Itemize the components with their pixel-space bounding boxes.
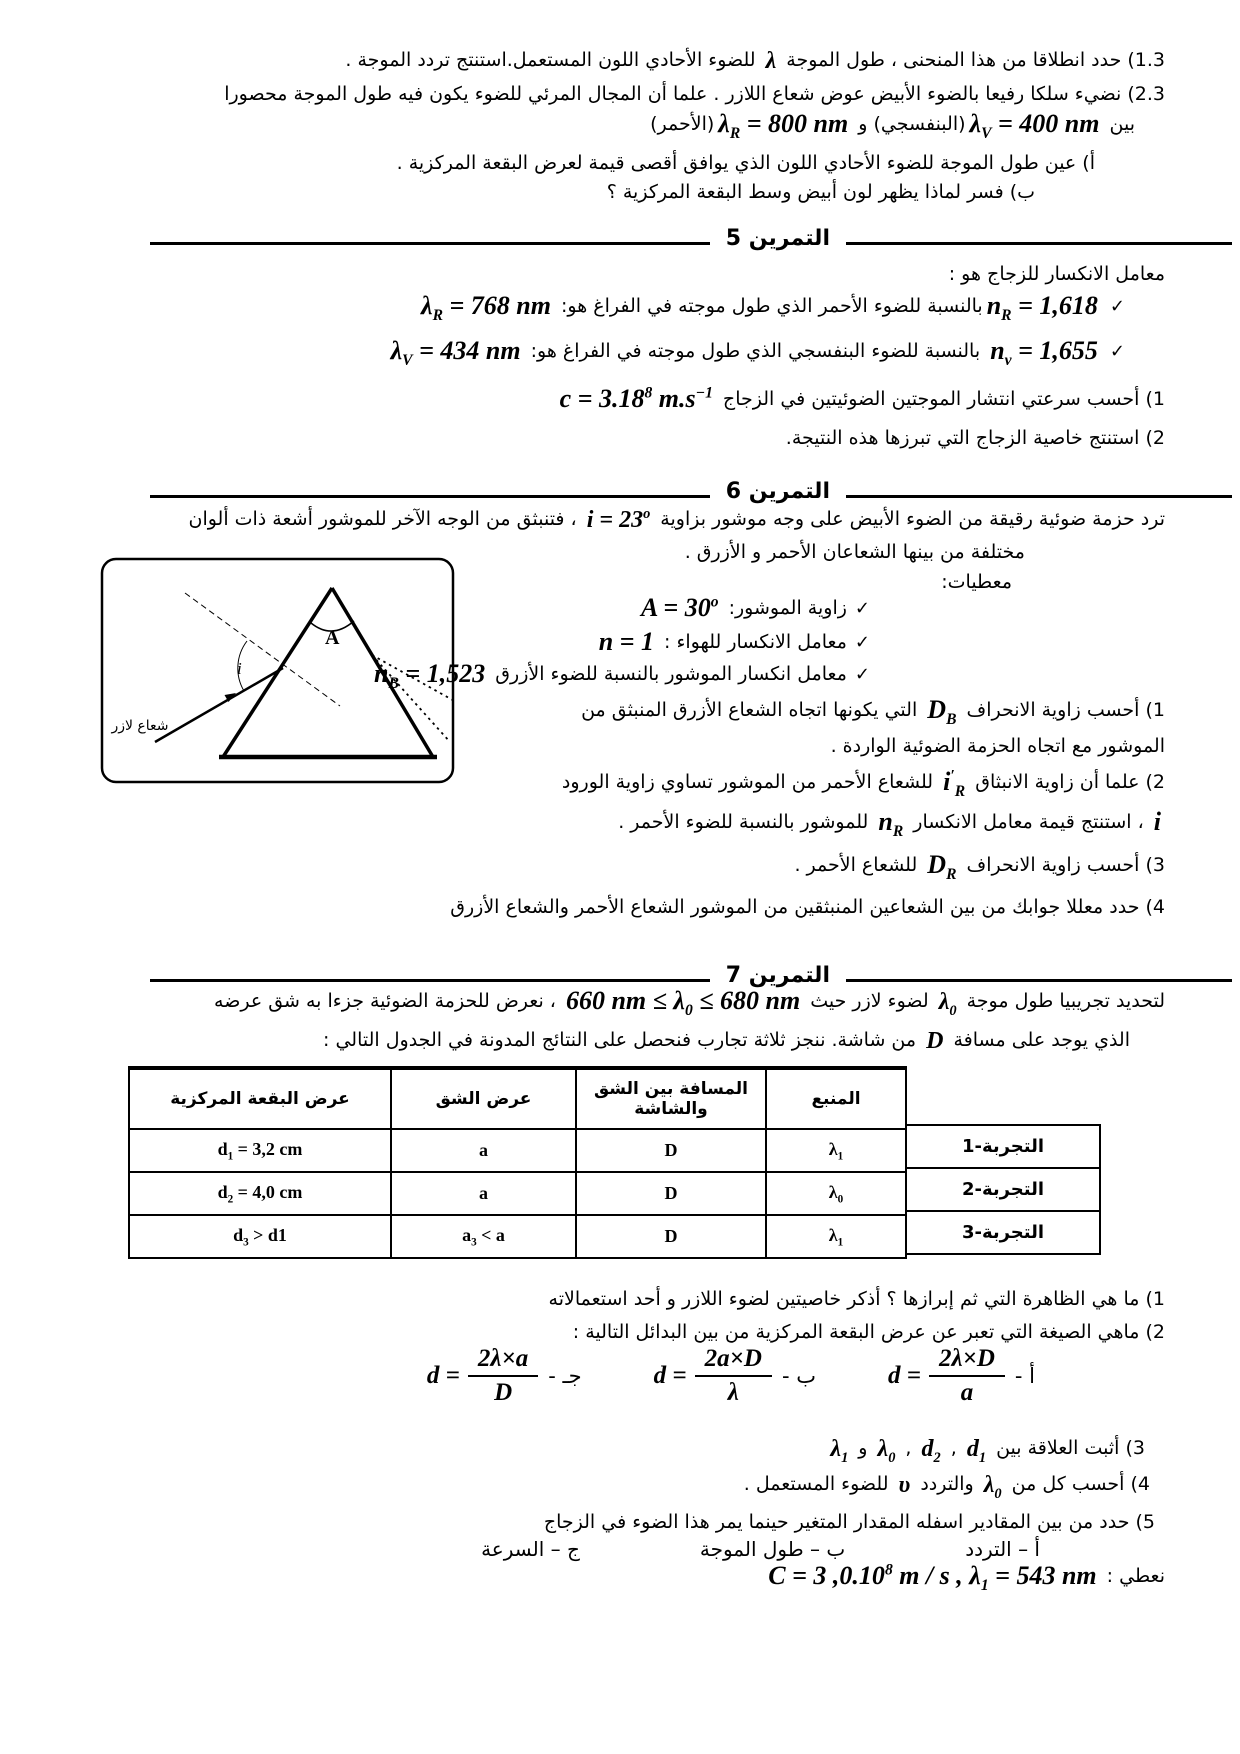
n-red-symbol-formula: $n_R$ <box>878 807 904 841</box>
ex5-question-1-text: 1) أحسب سرعتي انتشار الموجتين الضوئيتين في الزجاج <box>716 388 1165 410</box>
blue-index-formula: $n_B = 1,523$ <box>374 659 486 693</box>
cell-spot-1: $d_1 = 3,2$ cm <box>129 1129 391 1172</box>
lambda-formula: λ <box>765 48 777 74</box>
option-c-formula <box>427 1345 538 1407</box>
ex7-question-5 <box>55 1508 1155 1537</box>
ex6-question-1-post: التي يكونها اتجاه الشعاع الأزرق المنبثق من <box>581 699 924 721</box>
lambda-red-768-formula: $\lambda_R = 768$ nm <box>421 291 551 325</box>
ex6-question-2-pre: 2) علما أن زاوية الانبثاق <box>969 771 1165 793</box>
ex7-intro-post: ، نعرض للحزمة الضوئية جزءا به شق عرضه <box>214 990 562 1012</box>
ex6-question-1-cont-text: الموشور مع اتجاه الحزمة الضوئية الواردة . <box>830 735 1165 757</box>
option-b-fraction <box>695 1345 772 1407</box>
ex7-question-2-text: 2) ماهي الصيغة التي تعبر عن عرض البقعة المركزية من بين البدائل التالية : <box>572 1321 1165 1343</box>
separator: , <box>899 1437 918 1459</box>
ex6-question-2-cont <box>55 807 1165 841</box>
ex6-question-2-cont-post: للموشور بالنسبة للضوء الأحمر . <box>618 811 875 833</box>
cell-distance-3: D <box>576 1215 766 1258</box>
air-index-formula: n = 1 <box>598 627 654 656</box>
table-header-row <box>129 1068 906 1129</box>
option-a <box>888 1345 1035 1407</box>
range-pre-text: بين <box>1103 113 1135 135</box>
option-a-denominator: a <box>960 1379 974 1406</box>
lambda0-formula: $\lambda_0$ <box>877 1436 896 1466</box>
n-violet-formula: $n_v = 1,655$ <box>990 336 1098 370</box>
experiment-3-label: التجربة-3 <box>905 1210 1101 1255</box>
question-1-3 <box>55 46 1165 75</box>
lambda0-formula: $\lambda_0$ <box>983 1472 1002 1502</box>
question-1-3-text: 1.3) حدد انطلاقا من هذا المنحنى ، طول الموجة <box>780 49 1165 71</box>
question-2-3 <box>55 80 1165 109</box>
header-rule-right <box>846 979 1232 982</box>
ex7-question-3-pre: 3) أثبت العلاقة بين <box>990 1437 1145 1459</box>
wavelength-range-line <box>55 109 1135 143</box>
ex6-data-air-index <box>55 628 870 657</box>
ex6-question-3 <box>55 850 1165 884</box>
air-index-text: معامل الانكسار للهواء : <box>657 631 847 653</box>
check-icon: ✓ <box>854 598 870 619</box>
ex7-question-1-text: 1) ما هي الظاهرة التي ثم إبرازها ؟ أذكر خاصيتين لضوء اللازر و أحد استعمالاته <box>548 1288 1165 1310</box>
exercise-6-title: التمرين 6 <box>725 479 830 504</box>
ex6-data-label-text: معطيات: <box>941 571 1012 593</box>
exercise-6-header <box>150 468 1232 504</box>
ex5-intro-text: معامل الانكسار للزجاج هو : <box>948 263 1165 285</box>
answer-choices-row <box>481 1537 1040 1561</box>
ex7-intro-mid: لضوء لازر حيث <box>804 990 935 1012</box>
formula-options-row <box>427 1345 1035 1407</box>
ex6-intro-line-1 <box>55 505 1165 534</box>
d1-formula: $d_1$ <box>966 1436 987 1466</box>
option-a-lhs: d = <box>888 1362 921 1389</box>
cell-distance-2: D <box>576 1172 766 1215</box>
option-a-fraction <box>929 1345 1005 1407</box>
given-values-formula: C = 3 ,0.10$^8$ m / s , $\lambda_1 = 543$ nm <box>768 1561 1097 1595</box>
ex5-intro <box>55 260 1165 289</box>
ex5-violet-index-text: بالنسبة للضوء البنفسجي الذي طول موجته في الفراغ هو: <box>524 340 987 362</box>
table-row <box>129 1215 906 1258</box>
distance-D-formula: D <box>926 1028 944 1054</box>
question-b-text: ب) فسر لماذا يظهر لون أبيض وسط البقعة المركزية ؟ <box>606 181 1035 203</box>
lambda-violet-formula: $\lambda_V = 400$ nm <box>969 109 1100 143</box>
ex7-intro-2-pre: الذي يوجد على مسافة <box>947 1029 1130 1051</box>
wavelength-inequality-formula: 660 nm ≤ $\lambda_0 \le 680$ nm <box>565 986 801 1020</box>
header-rule-left <box>150 242 710 245</box>
cell-spot-3: $d_3 > d1$ <box>129 1215 391 1258</box>
lambda-0-formula: $\lambda_0$ <box>938 989 957 1019</box>
n-red-formula: $n_R = 1,618$ <box>986 291 1098 325</box>
speed-of-light-formula: $c = 3.18^8$ $m.s^{-1}$ <box>559 384 713 413</box>
header-rule-right <box>846 242 1232 245</box>
exercise-5-title: التمرين 5 <box>725 226 830 251</box>
given-values-line <box>55 1561 1165 1595</box>
col-header-source: المنبع <box>766 1068 906 1129</box>
option-b-denominator: λ <box>727 1379 739 1406</box>
exercise-5-header <box>150 215 1232 251</box>
ex6-question-2-cont-mid: ، استنتج قيمة معامل الانكسار <box>907 811 1150 833</box>
check-icon: ✓ <box>854 632 870 653</box>
check-icon: ✓ <box>854 664 870 685</box>
ex5-red-index-item <box>55 291 1125 325</box>
question-b <box>55 178 1035 207</box>
check-icon: ✓ <box>1109 341 1125 362</box>
ex5-red-index-text: بالنسبة للضوء الأحمر الذي طول موجته في الفراغ هو: <box>554 295 983 317</box>
incidence-angle-formula: $i = 23^o$ <box>586 506 651 533</box>
ex7-question-4 <box>55 1470 1150 1502</box>
ex7-intro-pre: لتحديد تجريبيا طول موجة <box>960 990 1165 1012</box>
col-header-central-spot-width: عرض البقعة المركزية <box>129 1068 391 1129</box>
option-c <box>427 1345 582 1407</box>
question-a <box>55 149 1095 178</box>
header-rule-left <box>150 495 710 498</box>
cell-distance-1: D <box>576 1129 766 1172</box>
ex6-question-1-cont <box>55 732 1165 761</box>
choice-wavelength: ب – طول الموجة <box>699 1537 846 1561</box>
ex6-data-blue-index <box>55 659 870 693</box>
experiment-1-label: التجربة-1 <box>905 1124 1101 1169</box>
lambda-violet-434-formula: $\lambda_V = 434$ nm <box>390 336 521 370</box>
ex5-question-1 <box>55 385 1165 414</box>
ex6-question-2-post: للشعاع الأحمر من الموشور تساوي زاوية الورود <box>561 771 940 793</box>
ex5-violet-index-item <box>55 336 1125 370</box>
range-post-text: (الأحمر) <box>650 113 715 135</box>
ex6-intro-text: ترد حزمة ضوئية رقيقة من الضوء الأبيض على وجه موشور بزاوية <box>654 508 1165 530</box>
ex6-intro-tail: ، فتنبثق من الوجه الآخر للموشور أشعة ذات ألوان <box>188 508 583 530</box>
option-b-lhs: d = <box>653 1362 687 1389</box>
results-table <box>128 1066 907 1259</box>
separator: , <box>944 1437 963 1459</box>
ex6-intro-line-2-text: مختلفة من بينها الشعاعان الأحمر و الأزرق . <box>684 541 1025 563</box>
ex6-question-3-post: للشعاع الأحمر . <box>794 854 924 876</box>
ex6-question-2 <box>55 767 1165 801</box>
cell-slit-1: a <box>391 1129 576 1172</box>
ex5-question-2 <box>55 424 1165 453</box>
cell-source-2: $\lambda_0$ <box>766 1172 906 1215</box>
deviation-blue-formula: $D_B$ <box>927 695 957 729</box>
ex6-question-4-text: 4) حدد معللا جوابك من بين الشعاعين المنبثقين من الموشور الشعاع الأحمر والشعاع الأزرق <box>450 896 1165 918</box>
table-row <box>129 1129 906 1172</box>
ex6-data-prism-angle <box>55 594 870 623</box>
exercise-7-header <box>150 952 1232 988</box>
option-b-numerator: 2a×D <box>695 1345 772 1377</box>
option-c-fraction <box>468 1345 538 1407</box>
ex7-question-3 <box>55 1434 1145 1466</box>
option-b-label: ب - <box>781 1364 816 1388</box>
frequency-formula: υ <box>898 1472 911 1498</box>
apex-angle-label: A <box>325 627 340 649</box>
check-icon: ✓ <box>1109 296 1125 317</box>
lambda1-formula: $\lambda_1$ <box>830 1436 849 1466</box>
ex5-question-2-text: 2) استنتج خاصية الزجاج التي تبرزها هذه النتيجة. <box>785 427 1165 449</box>
emergence-angle-formula: $i'_R$ <box>943 767 966 801</box>
range-mid-text: (البنفسجي) و <box>852 113 966 135</box>
ex7-question-4-mid: والتردد <box>914 1473 980 1495</box>
col-header-distance: المسافة بين الشق والشاشة <box>576 1068 766 1129</box>
exercise-7-title: التمرين 7 <box>725 963 830 988</box>
ex6-question-3-pre: 3) أحسب زاوية الانحراف <box>960 854 1165 876</box>
choice-speed: ج – السرعة <box>481 1537 580 1561</box>
blue-index-text: معامل انكسار الموشور بالنسبة للضوء الأزرق <box>489 663 847 685</box>
cell-source-3: $\lambda_1$ <box>766 1215 906 1258</box>
option-c-denominator: D <box>494 1379 513 1406</box>
experiment-2-label: التجربة-2 <box>905 1167 1101 1212</box>
ex6-question-1-pre: 1) أحسب زاوية الانحراف <box>960 699 1165 721</box>
ex7-intro-line-1 <box>55 986 1165 1020</box>
ex7-question-1 <box>55 1285 1165 1314</box>
question-a-text: أ) عين طول الموجة للضوء الأحادي اللون الذي يوافق أقصى قيمة لعرض البقعة المركزية . <box>396 152 1095 174</box>
cell-slit-2: a <box>391 1172 576 1215</box>
option-c-lhs: d = <box>426 1362 460 1389</box>
option-b-formula <box>654 1345 772 1407</box>
option-b <box>654 1345 816 1407</box>
header-rule-right <box>846 495 1232 498</box>
ex7-intro-2-post: من شاشة. ننجز ثلاثة تجارب فنحصل على النتائج المدونة في الجدول التالي : <box>323 1029 923 1051</box>
option-c-label: جـ - <box>548 1364 582 1388</box>
given-label-text: نعطي : <box>1100 1565 1165 1587</box>
and-text: و <box>852 1437 874 1459</box>
choice-frequency: أ – التردد <box>965 1537 1040 1561</box>
laser-beam-label: شعاع لازر <box>111 718 169 734</box>
prism-angle-formula: $A = 30^o$ <box>641 593 719 622</box>
option-a-formula <box>888 1345 1005 1407</box>
deviation-red-formula: $D_R$ <box>927 850 957 884</box>
experiment-labels-column <box>905 1124 1101 1255</box>
cell-source-1: $\lambda_1$ <box>766 1129 906 1172</box>
cell-slit-3: $a_3 < a$ <box>391 1215 576 1258</box>
ex7-question-2 <box>55 1318 1165 1347</box>
incidence-angle-label: i <box>237 659 242 678</box>
option-c-numerator: 2λ×a <box>468 1345 538 1377</box>
option-a-numerator: 2λ×D <box>929 1345 1005 1377</box>
ex7-question-5-text: 5) حدد من بين المقادير اسفله المقدار المتغير حينما يمر هذا الضوء في الزجاج <box>543 1511 1155 1533</box>
incidence-i-formula: i <box>1153 807 1161 836</box>
question-2-3-text: 2.3) نضيء سلكا رفيعا بالضوء الأبيض عوض شعاع اللازر . علما أن المجال المرئي للضوء يكون فيه طول الموجة محصورا <box>224 83 1165 105</box>
col-header-slit-width: عرض الشق <box>391 1068 576 1129</box>
d2-formula: $d_2$ <box>921 1436 941 1466</box>
question-1-3-tail: للضوء الأحادي اللون المستعمل.استنتج تردد الموجة . <box>345 49 762 71</box>
option-a-label: أ - <box>1014 1364 1035 1388</box>
prism-angle-text: زاوية الموشور: <box>722 597 847 619</box>
ex7-question-4-pre: 4) أحسب كل من <box>1005 1473 1150 1495</box>
header-rule-left <box>150 979 710 982</box>
cell-spot-2: $d_2 = 4,0$ cm <box>129 1172 391 1215</box>
ex7-intro-line-2 <box>55 1026 1130 1055</box>
lambda-red-formula: $\lambda_R = 800$ nm <box>718 109 849 143</box>
table-row <box>129 1172 906 1215</box>
ex6-question-4 <box>55 893 1165 922</box>
ex7-question-4-post: للضوء المستعمل . <box>743 1473 895 1495</box>
